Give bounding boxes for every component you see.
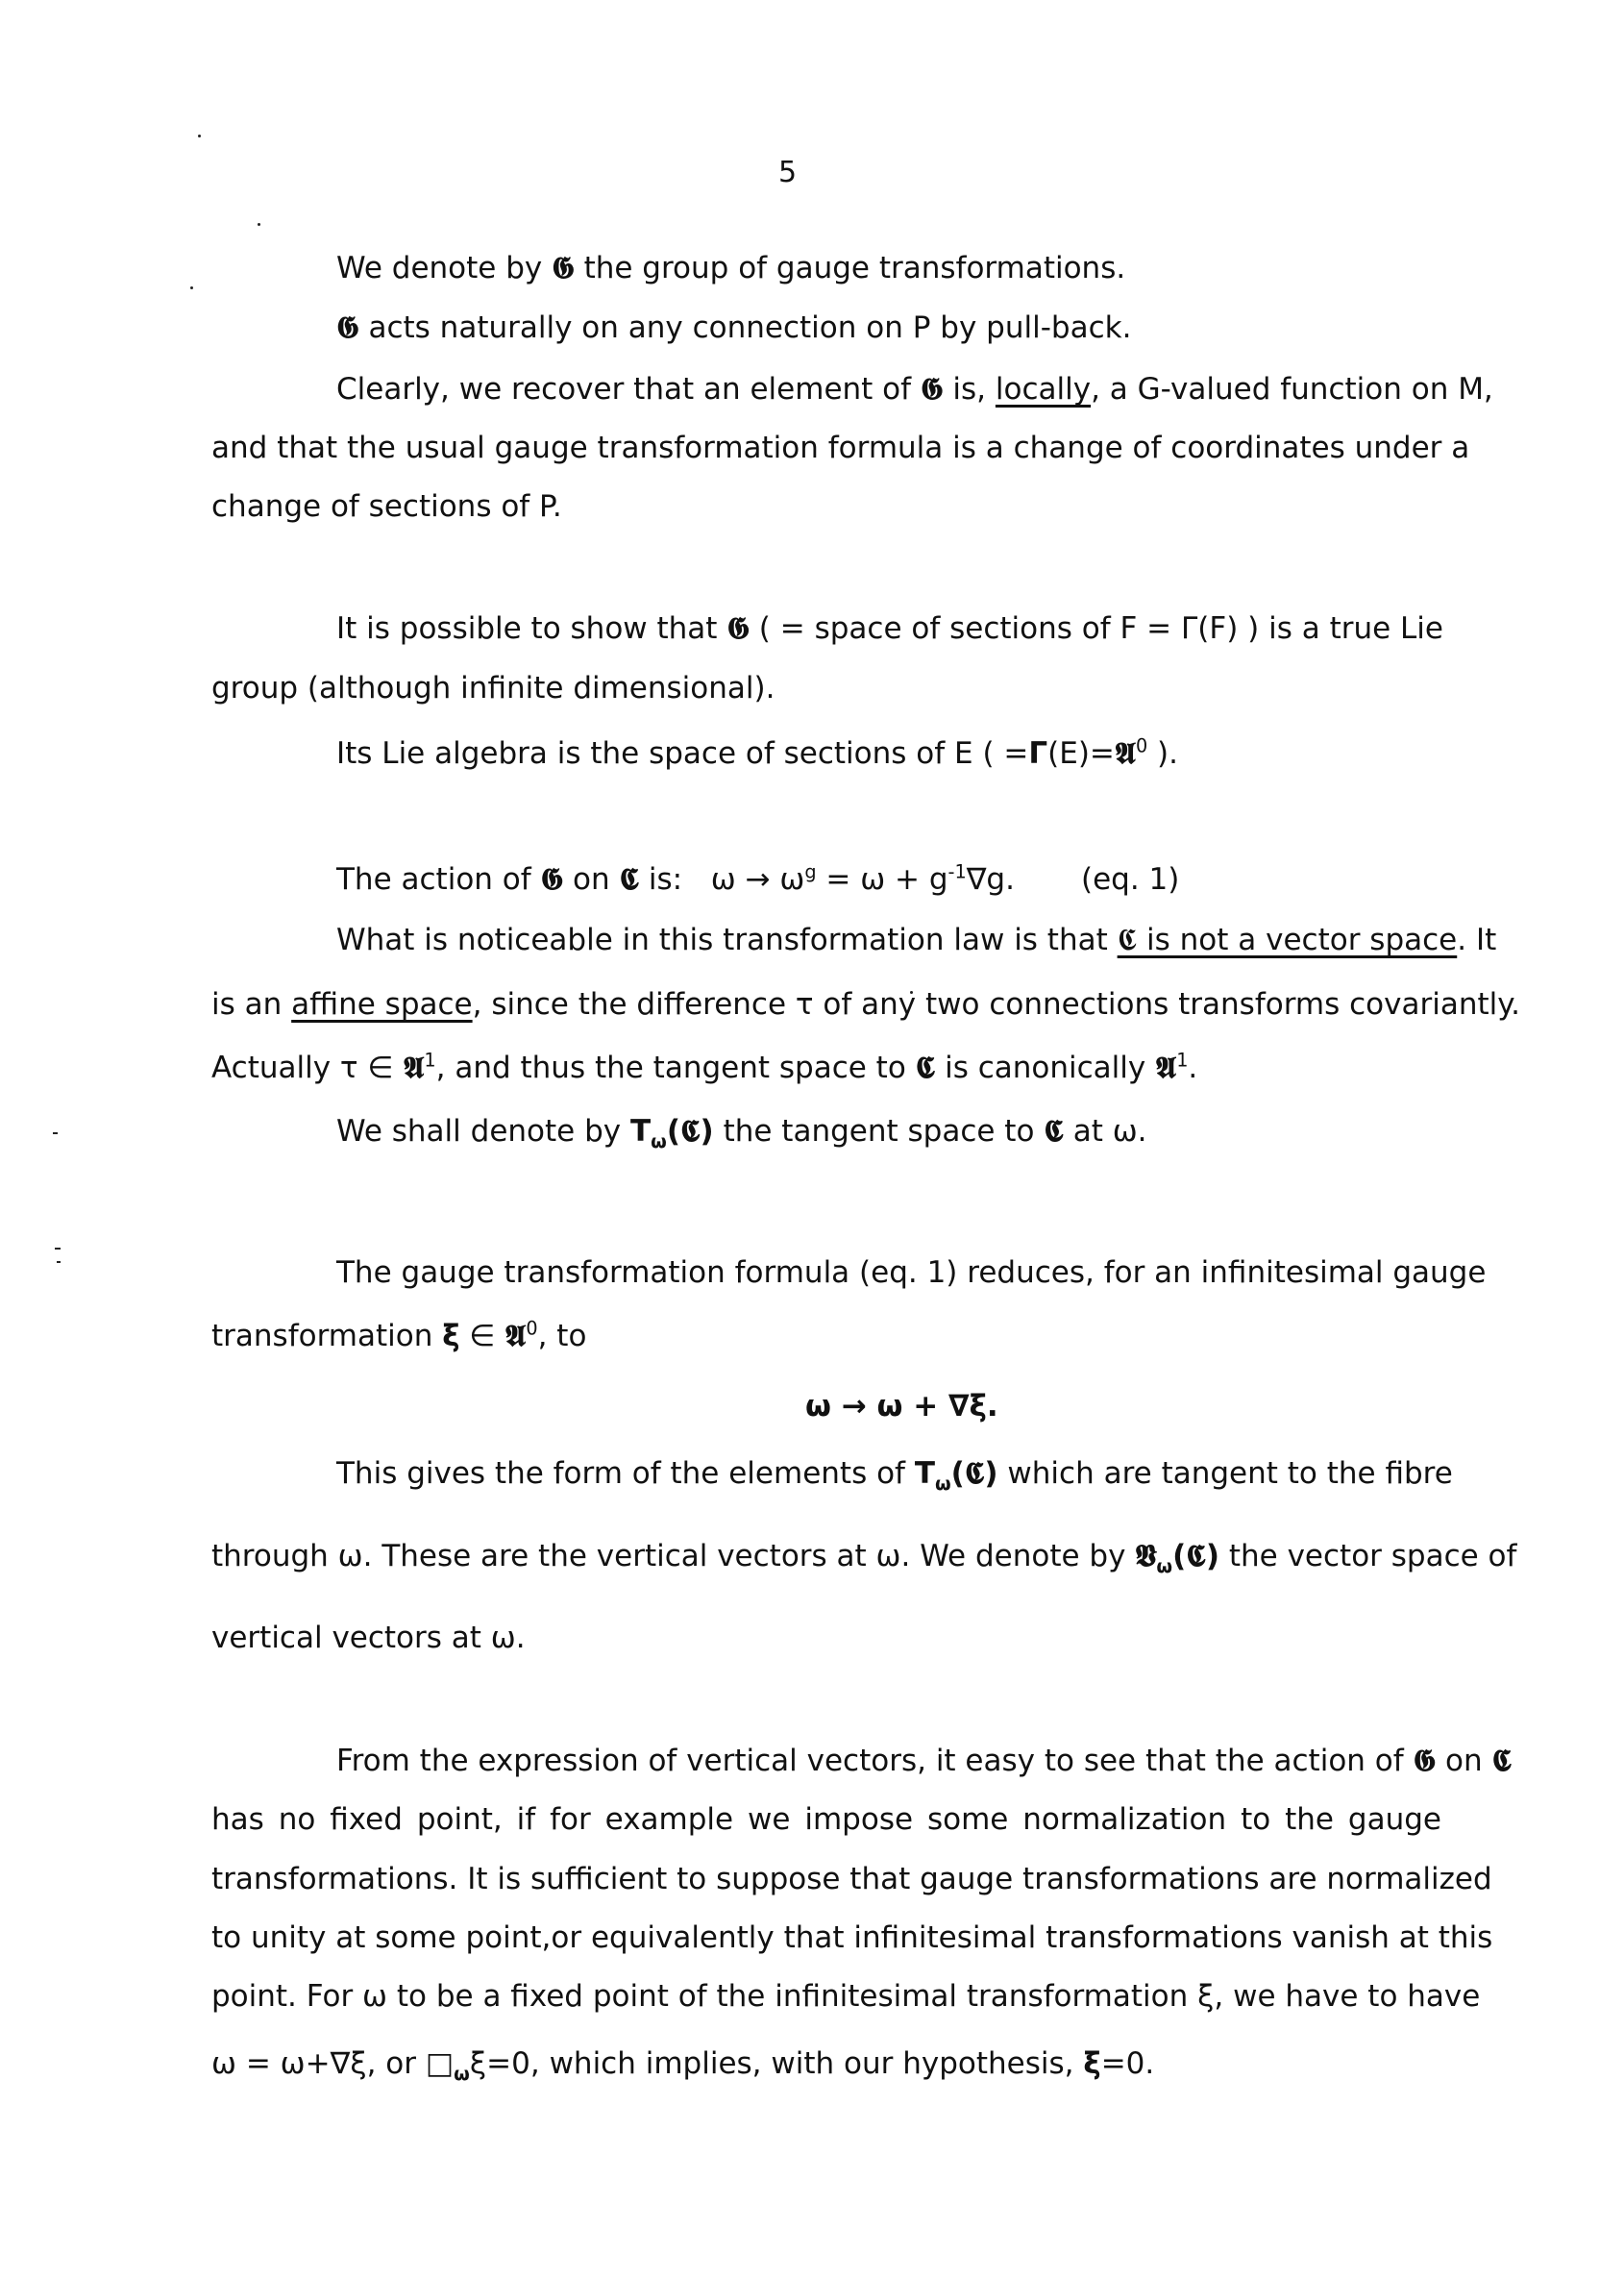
para-10-line-2: through ω. These are the vertical vectors at ω. We denote by 𝖁$_\omega$(𝕮) the vector space of — [211, 1539, 1517, 1578]
gauge-group-symbol: 𝕲 — [920, 372, 944, 407]
para-11-line-1: From the expression of vertical vectors, it easy to see that the action of 𝕲 on 𝕮 — [336, 1744, 1513, 1778]
locally-emphasis: locally — [995, 372, 1092, 407]
para-3-line-1: Clearly, we recover that an element of 𝕲 is, locally, a G-valued function on M, — [336, 372, 1493, 407]
scan-speck — [198, 135, 201, 137]
para-4-line-2: group (although infinite dimensional). — [211, 671, 775, 706]
para-7-line-1: What is noticeable in this transformation law is that 𝕮 is not a vector space. It — [336, 923, 1497, 957]
scan-speck — [190, 286, 193, 289]
para-7-line-3: Actually τ ∈ 𝕬$^1$, and thus the tangent space to 𝕮 is canonically 𝕬$^1$. — [211, 1049, 1198, 1085]
para-9-line-1: The gauge transformation formula (eq. 1) reduces, for an infinitesimal gauge — [336, 1255, 1487, 1290]
para-4-line-1: It is possible to show that 𝕲 ( = space of sections of F = Γ(F) ) is a true Lie — [336, 611, 1443, 646]
scan-speck — [53, 1132, 58, 1134]
para-10-line-1: This gives the form of the elements of $T_\omega(𝕮)$ which are tangent to the fibre — [336, 1456, 1453, 1496]
para-11-line-5: point. For ω to be a fixed point of the infinitesimal transformation ξ, we have to have — [211, 1979, 1481, 2014]
para-11-line-3: transformations. It is sufficient to suppose that gauge transformations are normalized — [211, 1862, 1492, 1896]
affine-space-emphasis: affine space — [291, 987, 473, 1022]
para-1-line: We denote by 𝕲 the group of gauge transformations. — [336, 251, 1126, 285]
gauge-group-symbol: 𝕲 — [336, 310, 359, 345]
gauge-group-symbol: 𝕲 — [1413, 1744, 1437, 1778]
gauge-group-symbol: 𝕲 — [540, 862, 564, 897]
tangent-space-symbol: T — [914, 1456, 935, 1491]
gauge-group-symbol: 𝕲 — [552, 251, 575, 285]
gauge-group-symbol: 𝕲 — [726, 611, 750, 646]
page-number: 5 — [778, 156, 798, 189]
para-7-line-2: is an affine space, since the difference τ of any two connections transforms covariantly. — [211, 987, 1521, 1022]
infinitesimal-formula: ω → ω + ∇ξ. — [805, 1389, 998, 1424]
para-11-line-2: has no fixed point, if for example we impose some normalization to the gauge — [211, 1802, 1441, 1837]
para-3-line-2: and that the usual gauge transformation formula is a change of coordinates under a — [211, 431, 1470, 465]
not-vector-space-emphasis: 𝕮 is not a vector space — [1117, 923, 1458, 957]
lie-algebra-symbol: 𝕬 — [1114, 736, 1136, 771]
connection-space-symbol: 𝕮 — [619, 862, 640, 897]
scan-speck — [258, 223, 260, 226]
para-11-line-6: ω = ω+∇ξ, or $□_\omega\xi=0$, which implies, with our hypothesis, ξ=0. — [211, 2046, 1155, 2086]
para-5-line: Its Lie algebra is the space of sections of E ( =Γ(E)=𝕬$^0$ ). — [336, 734, 1178, 771]
equation-number: (eq. 1) — [1081, 862, 1180, 897]
para-9-line-2: transformation ξ ∈ 𝕬$^0$, to — [211, 1317, 587, 1353]
para-8-line: We shall denote by $T_\omega(𝕮)$ the tangent space to 𝕮 at ω. — [336, 1114, 1147, 1153]
connection-space-symbol: 𝕮 — [1491, 1744, 1513, 1778]
para-2-line: 𝕲 acts naturally on any connection on P by pull-back. — [336, 310, 1132, 345]
tangent-space-symbol: T — [629, 1114, 652, 1149]
gauge-action-equation: The action of 𝕲 on 𝕮 is: $\omega \to \omega^g = \omega + g^{-1}\nabla g$. — [336, 860, 1015, 897]
para-10-line-3: vertical vectors at ω. — [211, 1621, 526, 1655]
scan-speck — [55, 1248, 61, 1250]
vertical-space-symbol: 𝖁 — [1135, 1539, 1157, 1573]
para-3-line-3: change of sections of P. — [211, 489, 562, 524]
para-11-line-4: to unity at some point,or equivalently that infinitesimal transformations vanish at this — [211, 1920, 1493, 1955]
scan-speck — [57, 1261, 61, 1263]
